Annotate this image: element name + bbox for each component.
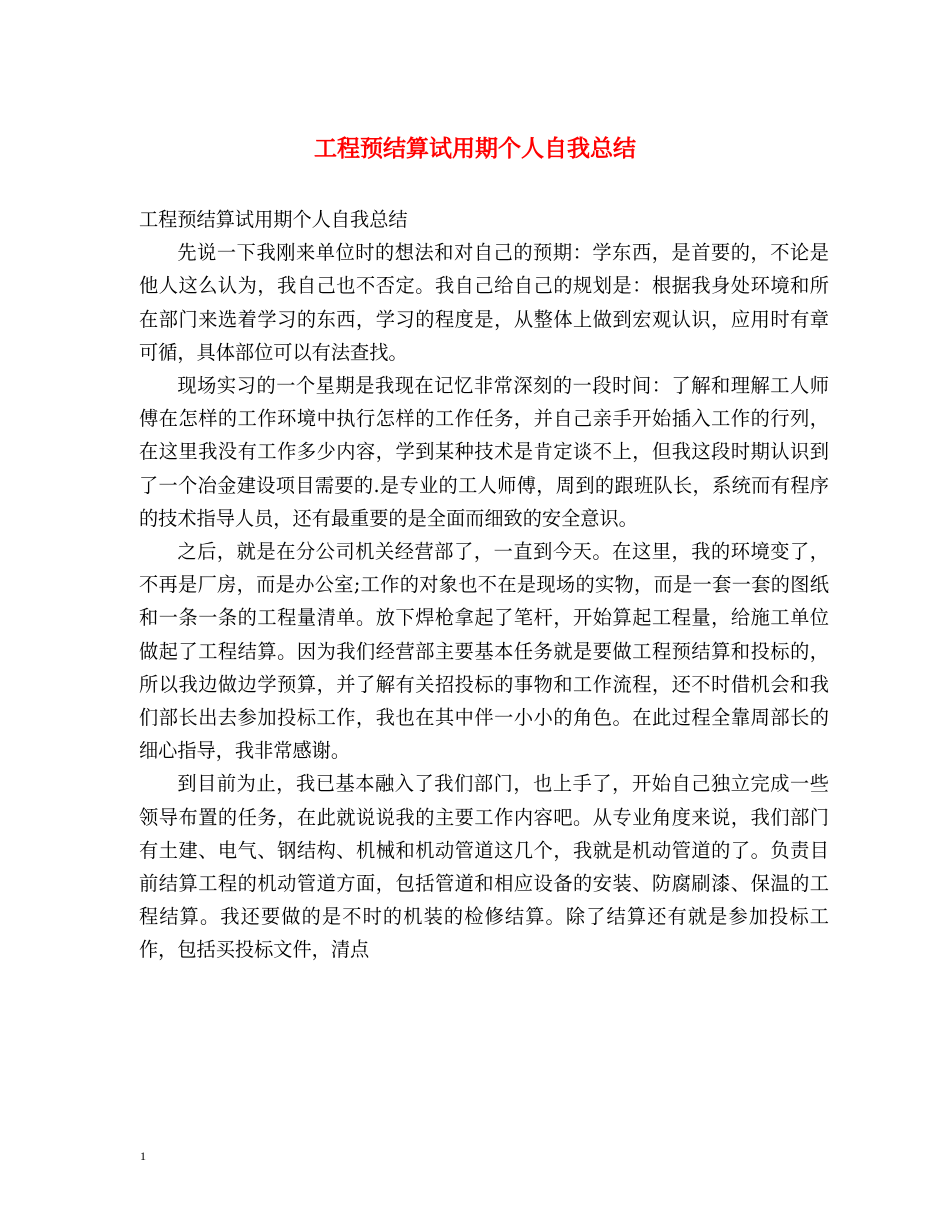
document-body <box>139 203 829 967</box>
body-paragraph: 现场实习的一个星期是我现在记忆非常深刻的一段时间：了解和理解工人师傅在怎样的工作环境中执行怎样的工作任务，并自己亲手开始插入工作的行列，在这里我没有工作多少内容，学到某种技术是肯定谈不上，但我这段时期认识到了一个冶金建设项目需要的.是专业的工人师傅，周到的跟班队长，系统而有程序的技术指导人员，还有最重要的是全面而细致的安全意识。 <box>139 374 829 530</box>
document-title: 工程预结算试用期个人自我总结 <box>314 135 636 162</box>
body-paragraph: 之后，就是在分公司机关经营部了，一直到今天。在这里，我的环境变了，不再是厂房，而是办公室;工作的对象也不在是现场的实物，而是一套一套的图纸和一条一条的工程量清单。放下焊枪拿起了笔杆，开始算起工程量，给施工单位做起了工程结算。因为我们经营部主要基本任务就是要做工程预结算和投标的，所以我边做边学预算，并了解有关招投标的事物和工作流程，还不时借机会和我们部长出去参加投标工作，我也在其中伴一小小的角色。在此过程全靠周部长的细心指导，我非常感谢。 <box>139 540 829 763</box>
subtitle-paragraph: 工程预结算试用期个人自我总结 <box>139 208 408 231</box>
page-number: 1 <box>140 1149 146 1163</box>
body-paragraph: 先说一下我刚来单位时的想法和对自己的预期：学东西，是首要的，不论是他人这么认为，我自己也不否定。我自己给自己的规划是：根据我身处环境和所在部门来选着学习的东西，学习的程度是，从整体上做到宏观认识，应用时有章可循，具体部位可以有法查找。 <box>139 241 829 364</box>
body-paragraph: 到目前为止，我已基本融入了我们部门，也上手了，开始自己独立完成一些领导布置的任务，在此就说说我的主要工作内容吧。从专业角度来说，我们部门有土建、电气、钢结构、机械和机动管道这几个，我就是机动管道的了。负责目前结算工程的机动管道方面，包括管道和相应设备的安装、防腐刷漆、保温的工程结算。我还要做的是不时的机装的检修结算。除了结算还有就是参加投标工作，包括买投标文件，清点 <box>139 772 829 962</box>
